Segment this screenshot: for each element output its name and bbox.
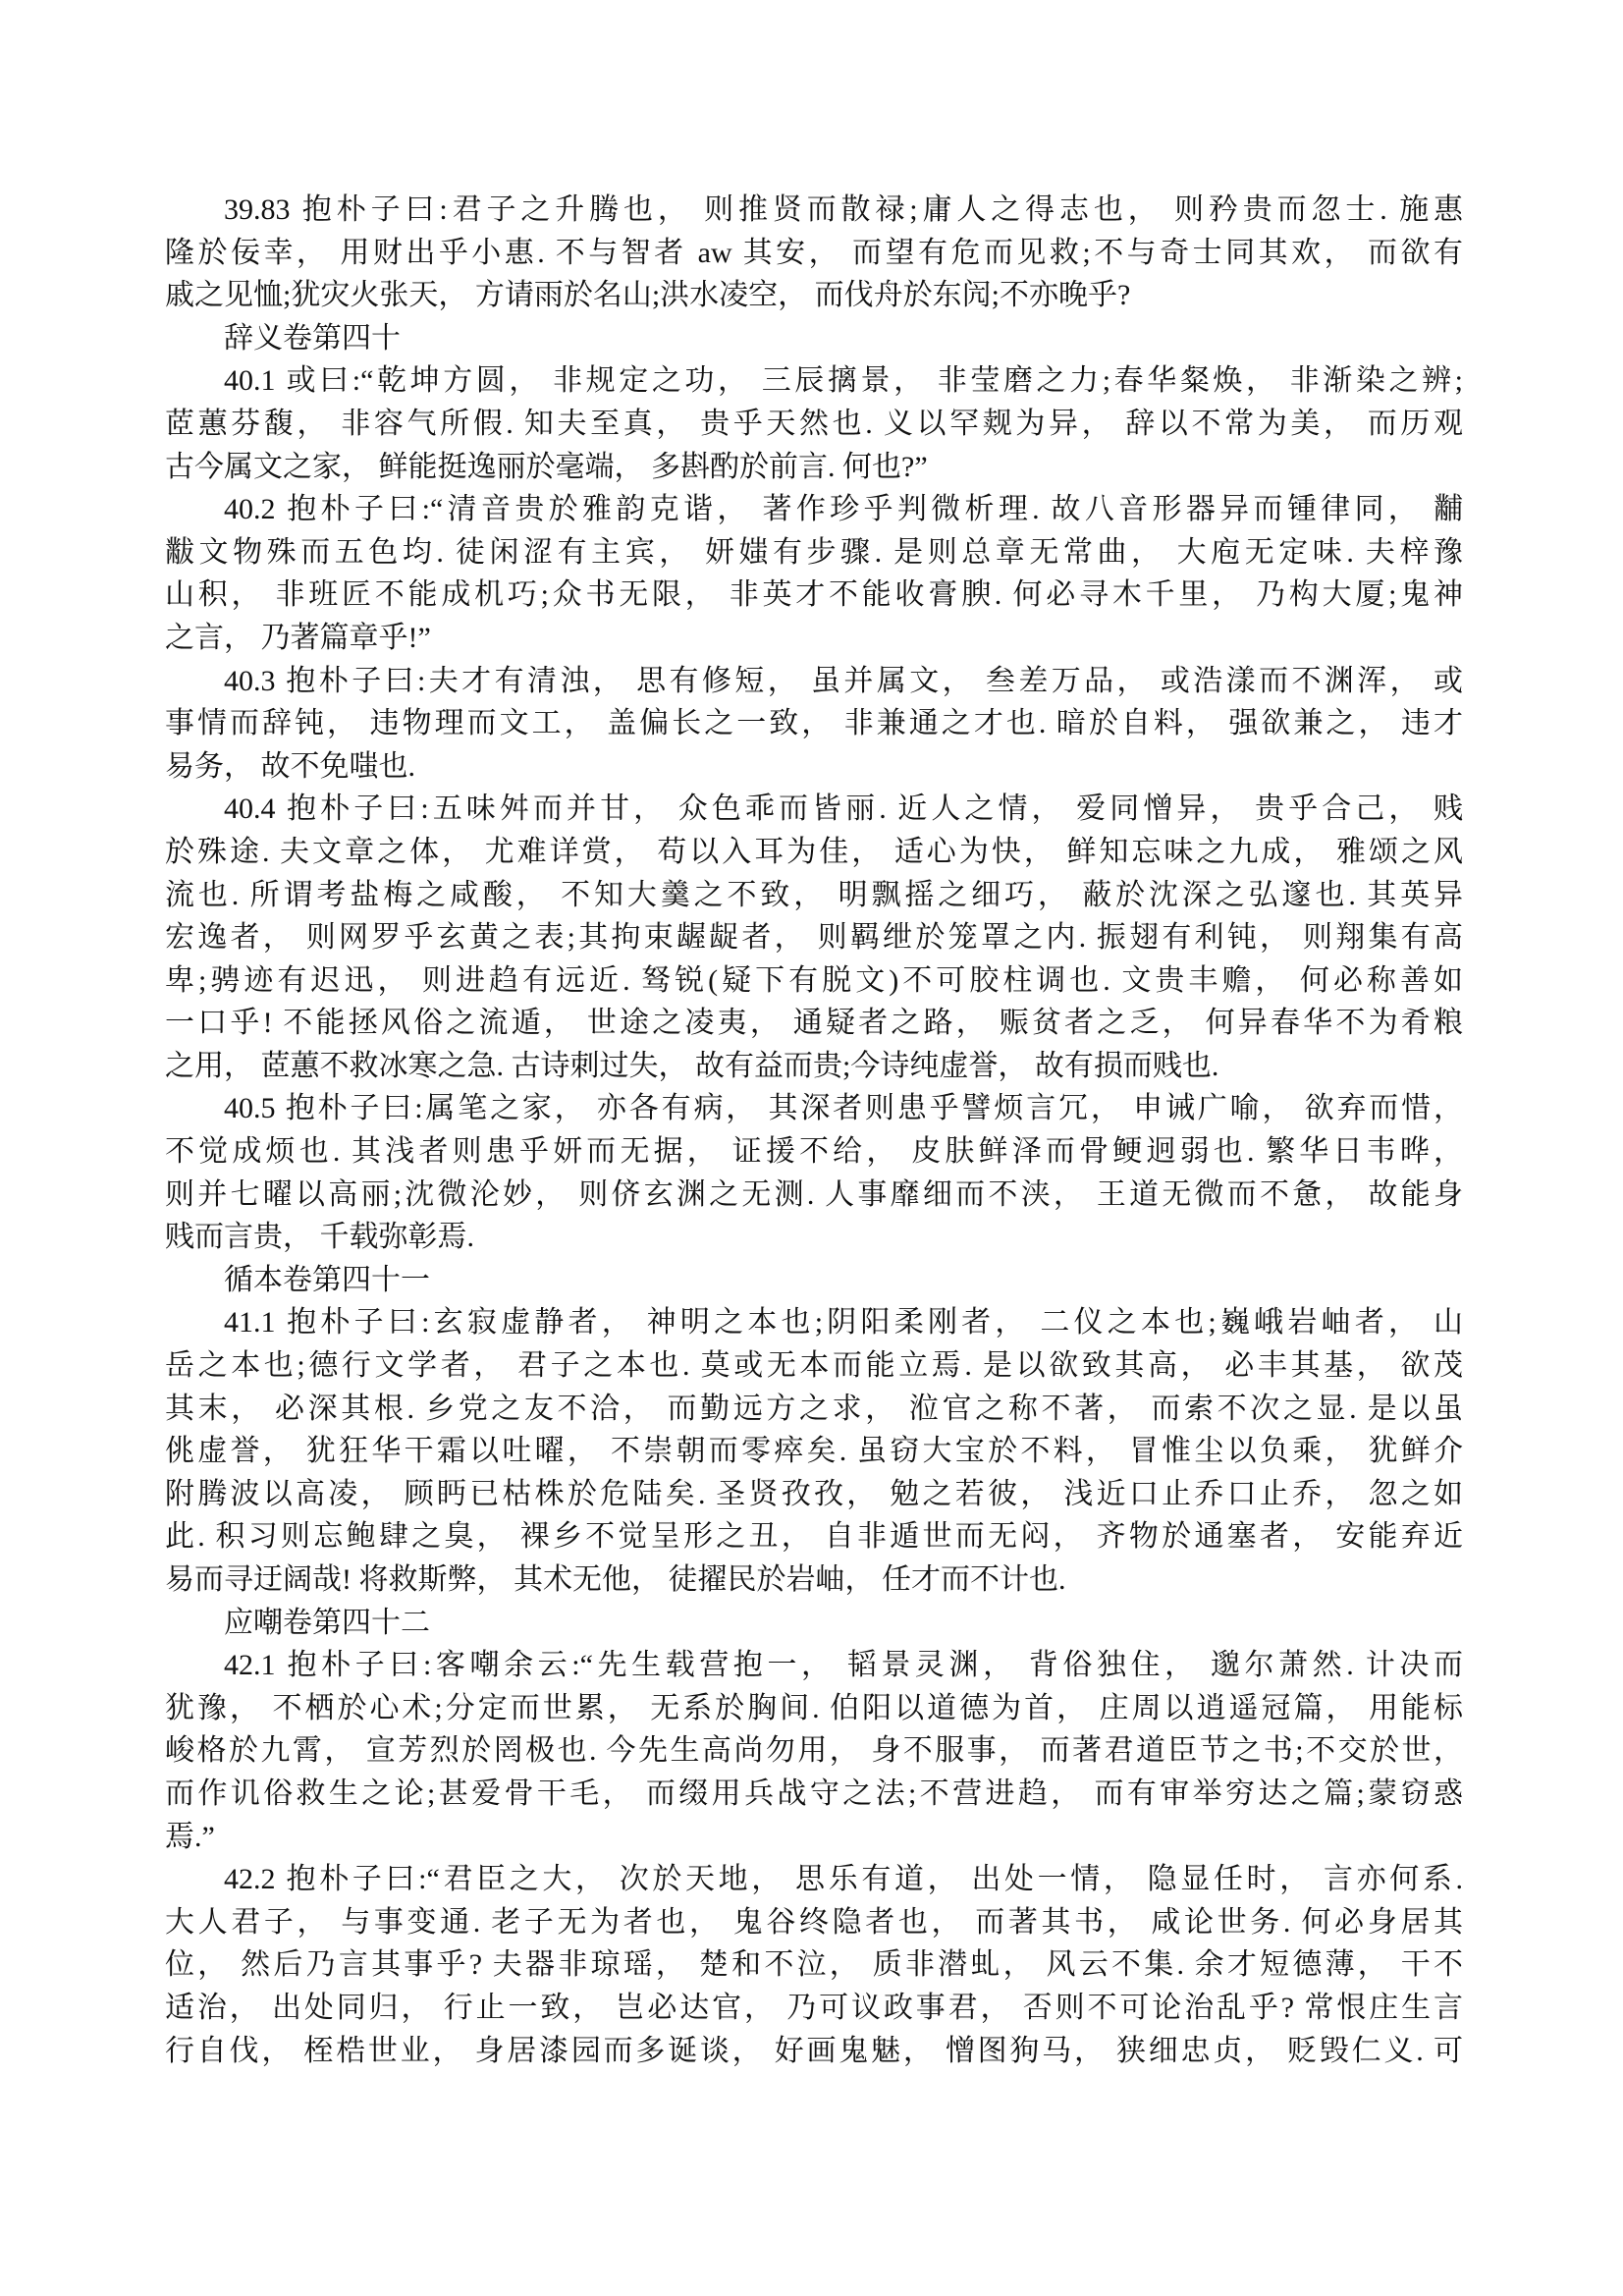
- text-line: 流也. 所谓考盐梅之咸酸， 不知大羹之不致， 明飘摇之细巧， 蔽於沈深之弘邃也. 其英异: [165, 878, 1463, 911]
- text-line: 此. 积习则忘鲍肆之臭， 裸乡不觉呈形之丑， 自非遁世而无闷， 齐物於通塞者， 安能弃近: [165, 1520, 1463, 1554]
- text-line: 42.1 抱朴子曰:客嘲余云:“先生载营抱一， 韬景灵渊， 背俗独住， 邈尔萧然. 计决而: [224, 1649, 1463, 1682]
- text-line: 辞义卷第四十: [224, 321, 401, 355]
- text-line: 40.1 或曰:“乾坤方圆， 非规定之功， 三辰摛景， 非莹磨之力;春华粲焕， 非渐染之辨;: [224, 364, 1463, 398]
- text-line: 40.4 抱朴子曰:五味舛而并甘， 众色乖而皆丽. 近人之情， 爱同憎异， 贵乎合己， 贱: [224, 793, 1463, 826]
- text-line: 峻格於九霄， 宣芳烈於罔极也. 今先生高尚勿用， 身不服事， 而著君道臣节之书;不交於世，: [165, 1734, 1463, 1768]
- paragraph: [165, 189, 1463, 317]
- text-line: 之言， 乃著篇章乎!”: [165, 621, 431, 654]
- paragraph: [165, 1087, 1463, 1258]
- text-line: 岳之本也;德行文学者， 君子之本也. 莫或无本而能立焉. 是以欲致其高， 必丰其基， 欲茂: [165, 1349, 1463, 1383]
- text-line: 42.2 抱朴子曰:“君臣之大， 次於天地， 思乐有道， 出处一情， 隐显任时， 言亦何系.: [224, 1863, 1463, 1896]
- text-line: 39.83 抱朴子曰:君子之升腾也， 则推贤而散禄;庸人之得志也， 则矜贵而忽士. 施惠: [224, 193, 1463, 226]
- text-line: 其末， 必深其根. 乡党之友不洽， 而勤远方之求， 涖官之称不著， 而索不次之显. 是以虽: [165, 1392, 1463, 1425]
- paragraph: [165, 660, 1463, 789]
- text-line: 山积， 非班匠不能成机巧;众书无限， 非英才不能收膏腴. 何必寻木千里， 乃构大厦;鬼神: [165, 578, 1463, 612]
- text-line: 不觉成烦也. 其浅者则患乎妍而无据， 证援不给， 皮肤鲜泽而骨鲠迥弱也. 繁华日韦晔，: [165, 1135, 1463, 1169]
- paragraph: [165, 1301, 1463, 1601]
- text-line: 应嘲卷第四十二: [224, 1606, 430, 1639]
- text-line: 易而寻迂阔哉! 将救斯弊， 其术无他， 徒擢民於岩岫， 任才而不计也.: [165, 1563, 1066, 1596]
- text-line: 於殊途. 夫文章之体， 尤难详赏， 苟以入耳为佳， 适心为快， 鲜知忘味之九成， 雅颂之风: [165, 835, 1463, 868]
- text-line: 40.2 抱朴子曰:“清音贵於雅韵克谐， 著作珍乎判微析理. 故八音形器异而锺律同， 黼: [224, 493, 1463, 526]
- paragraph: [165, 359, 1463, 488]
- text-line: 大人君子， 与事变通. 老子无为者也， 鬼谷终隐者也， 而著其书， 咸论世务. 何必身居其: [165, 1905, 1463, 1939]
- section-heading: [165, 1602, 1463, 1645]
- text-line: 宏逸者， 则网罗乎玄黄之表;其拘束龌龊者， 则羁绁於笼罩之内. 振翅有利钝， 则翔集有高: [165, 921, 1463, 955]
- text-line: 卑;骋迹有迟迅， 则进趋有远近. 驽锐(疑下有脱文)不可胶柱调也. 文贵丰赡， 何必称善如: [165, 963, 1463, 997]
- text-line: 事情而辞钝， 违物理而文工， 盖偏长之一致， 非兼通之才也. 暗於自料， 强欲兼之， 违才: [165, 707, 1463, 740]
- section-heading: [165, 317, 1463, 360]
- text-line: 而作讥俗救生之论;甚爱骨干毛， 而缀用兵战守之法;不营进趋， 而有审举穷达之篇;蒙窃惑: [165, 1777, 1463, 1810]
- section-heading: [165, 1259, 1463, 1302]
- text-line: 茝蕙芬馥， 非容气所假. 知夫至真， 贵乎天然也. 义以罕觌为异， 辞以不常为美， 而历观: [165, 407, 1463, 440]
- text-line: 黻文物殊而五色均. 徒闲涩有主宾， 妍媸有步骤. 是则总章无常曲， 大庖无定味. 夫梓豫: [165, 535, 1463, 569]
- paragraph: [165, 1644, 1463, 1858]
- text-line: 41.1 抱朴子曰:玄寂虚静者， 神明之本也;阴阳柔刚者， 二仪之本也;巍峨岩岫者， 山: [224, 1306, 1463, 1339]
- text-line: 则并七曜以高丽;沈微沦妙， 则侪玄渊之无测. 人事靡细而不浃， 王道无微而不惫， 故能身: [165, 1177, 1463, 1211]
- text-line: 位， 然后乃言其事乎? 夫器非琼瑶， 楚和不泣， 质非潜虬， 风云不集. 余才短德薄， 干不: [165, 1948, 1463, 1982]
- text-line: 循本卷第四十一: [224, 1263, 430, 1296]
- text-line: 一口乎! 不能拯风俗之流遁， 世途之凌夷， 通疑者之路， 赈贫者之乏， 何异春华不为肴粮: [165, 1007, 1463, 1040]
- text-column: [165, 189, 1463, 2072]
- paragraph: [165, 1858, 1463, 2072]
- text-line: 易务， 故不免嗤也.: [165, 749, 415, 783]
- text-line: 隆於佞幸， 用财出乎小惠. 不与智者 aw 其安， 而望有危而见救;不与奇士同其欢， 而欲有: [165, 236, 1463, 269]
- text-line: 40.5 抱朴子曰:属笔之家， 亦各有病， 其深者则患乎譬烦言冗， 申诫广喻， 欲弃而惜，: [224, 1092, 1463, 1125]
- text-line: 贱而言贵， 千载弥彰焉.: [165, 1221, 474, 1254]
- text-line: 戚之见恤;犹灾火张天， 方请雨於名山;洪水凌空， 而伐舟於东闶;不亦晚乎?: [165, 279, 1131, 312]
- paragraph: [165, 488, 1463, 659]
- text-line: 之用， 茝蕙不救冰寒之急. 古诗刺过失， 故有益而贵;今诗纯虚誉， 故有损而贱也.: [165, 1049, 1219, 1082]
- text-line: 古今属文之家， 鲜能挺逸丽於毫端， 多斟酌於前言. 何也?”: [165, 450, 928, 483]
- text-line: 适治， 出处同归， 行止一致， 岂必达官， 乃可议政事君， 否则不可论治乱乎? 常恨庄生言: [165, 1991, 1463, 2024]
- text-line: 行自伐， 桎梏世业， 身居漆园而多诞谈， 好画鬼魅， 憎图狗马， 狭细忠贞， 贬毁仁义. 可: [165, 2034, 1463, 2067]
- text-line: 佻虚誉， 犹狂华干霜以吐曜， 不崇朝而零瘁矣. 虽窃大宝於不料， 冒惟尘以负乘， 犹鲜介: [165, 1435, 1463, 1468]
- text-line: 犹豫， 不栖於心术;分定而世累， 无系於胸间. 伯阳以道德为首， 庄周以逍遥冠篇， 用能标: [165, 1691, 1463, 1724]
- text-line: 40.3 抱朴子曰:夫才有清浊， 思有修短， 虽并属文， 叁差万品， 或浩漾而不渊浑， 或: [224, 664, 1463, 697]
- paragraph: [165, 788, 1463, 1087]
- text-line: 焉.”: [165, 1820, 215, 1853]
- text-line: 附腾波以高凌， 顾眄已枯株於危陆矣. 圣贤孜孜， 勉之若彼， 浅近口止乔口止乔， 忽之如: [165, 1477, 1463, 1510]
